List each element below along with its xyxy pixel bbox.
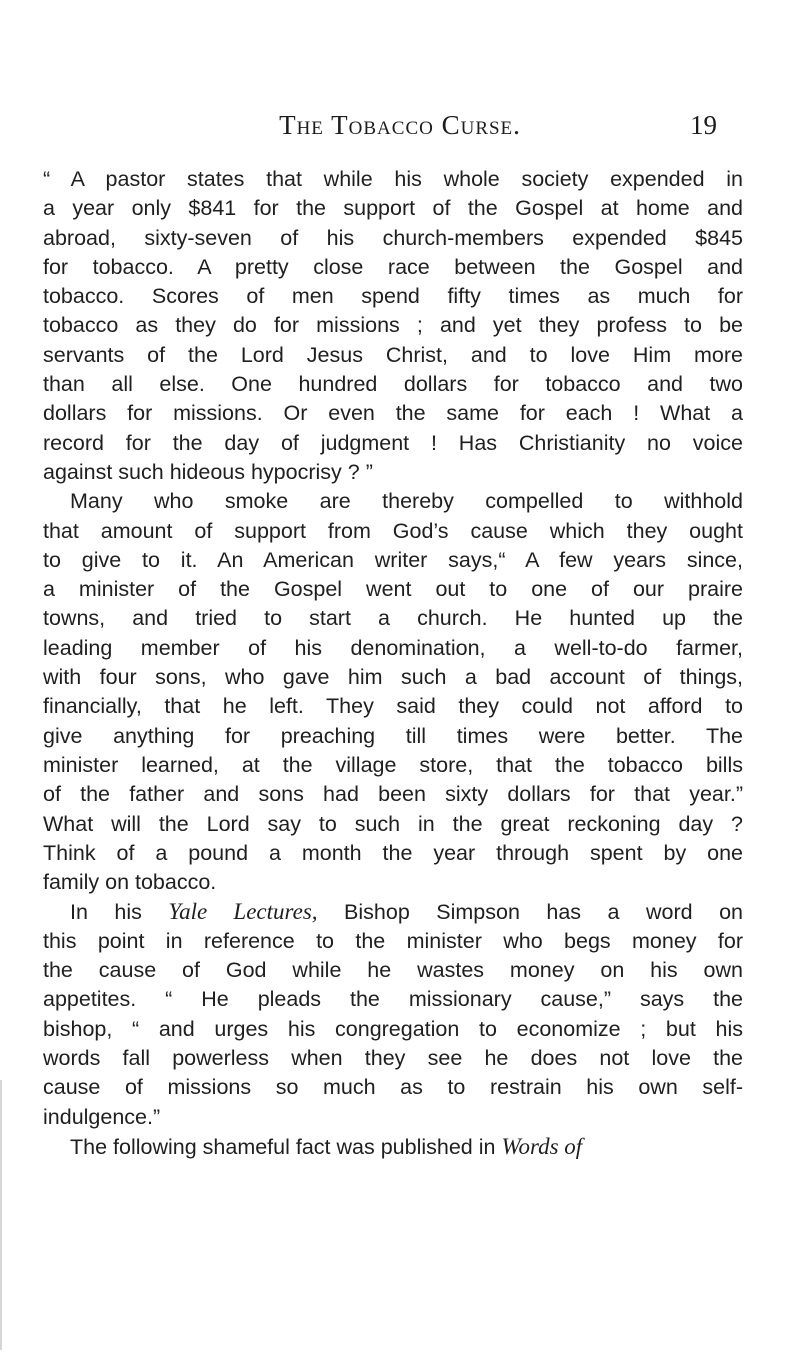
text-line: leading member of his denomination, a well-to-do farmer, <box>43 635 743 660</box>
text-line: a minister of the Gospel went out to one of our praire <box>43 577 743 602</box>
text-line: cause of missions so much as to restrain his own self- <box>43 1075 743 1100</box>
text-line: appetites. “ He pleads the missionary cause,” says the <box>43 987 743 1012</box>
text-line: minister learned, at the village store, that the tobacco bills <box>43 752 743 777</box>
text-line: words fall powerless when they see he does not love the <box>43 1045 743 1070</box>
text-line: of the father and sons had been sixty dollars for that year.” <box>43 782 743 807</box>
text-line: a year only $841 for the support of the Gospel at home and <box>43 196 743 221</box>
text-line: that amount of support from God’s cause which they ought <box>43 518 743 543</box>
text-line: What will the Lord say to such in the great reckoning day ? <box>43 811 743 836</box>
chapter-title: The Tobacco Curse. <box>279 110 521 140</box>
text-line: family on tobacco. <box>43 870 217 895</box>
text-line <box>43 897 743 926</box>
text-line: indulgence.” <box>43 1104 161 1129</box>
text-line: “ A pastor states that while his whole society expended in <box>43 167 743 191</box>
text-line: with four sons, who gave him such a bad account of things, <box>43 665 743 690</box>
text-line: for tobacco. A pretty close race between the Gospel and <box>43 254 743 279</box>
text-line: Many who smoke are thereby compelled to withhold <box>70 489 743 514</box>
text-line: against such hideous hypocrisy ? ” <box>43 459 373 484</box>
publication-title-italic: Words of <box>501 1133 583 1159</box>
text-line: record for the day of judgment ! Has Christianity no voice <box>43 430 743 455</box>
text-line: dollars for missions. Or even the same for each ! What a <box>43 401 743 426</box>
body-text <box>43 165 743 1161</box>
text-line: give anything for preaching till times were better. The <box>43 723 743 748</box>
page-number: 19 <box>690 110 717 140</box>
running-header <box>0 110 800 146</box>
text-line: towns, and tried to start a church. He hunted up the <box>43 606 743 631</box>
text-line: Think of a pound a month the year through spent by one <box>43 840 743 865</box>
text-line: financially, that he left. They said they could not afford to <box>43 694 743 719</box>
text-line: bishop, “ and urges his congregation to economize ; but his <box>43 1016 743 1041</box>
text-run: Bishop Simpson has a word on <box>317 900 743 925</box>
text-line: this point in reference to the minister who begs money for <box>43 928 743 953</box>
text-run: In his <box>70 900 169 925</box>
text-line <box>43 1132 743 1161</box>
text-line: tobacco. Scores of men spend fifty times as much for <box>43 284 743 309</box>
text-line: than all else. One hundred dollars for tobacco and two <box>43 372 743 397</box>
text-line: tobacco as they do for missions ; and yet they profess to be <box>43 313 743 338</box>
page-edge-line <box>0 1080 2 1350</box>
text-line: to give to it. An American writer says,“ A few years since, <box>43 547 743 572</box>
book-title-italic: Yale Lectures, <box>168 899 318 925</box>
text-line: servants of the Lord Jesus Christ, and to love Him more <box>43 342 743 367</box>
text-line: abroad, sixty-seven of his church-members expended $845 <box>43 225 743 250</box>
text-run: The following shameful fact was published in <box>70 1134 502 1159</box>
text-line: the cause of God while he wastes money on his own <box>43 958 743 983</box>
